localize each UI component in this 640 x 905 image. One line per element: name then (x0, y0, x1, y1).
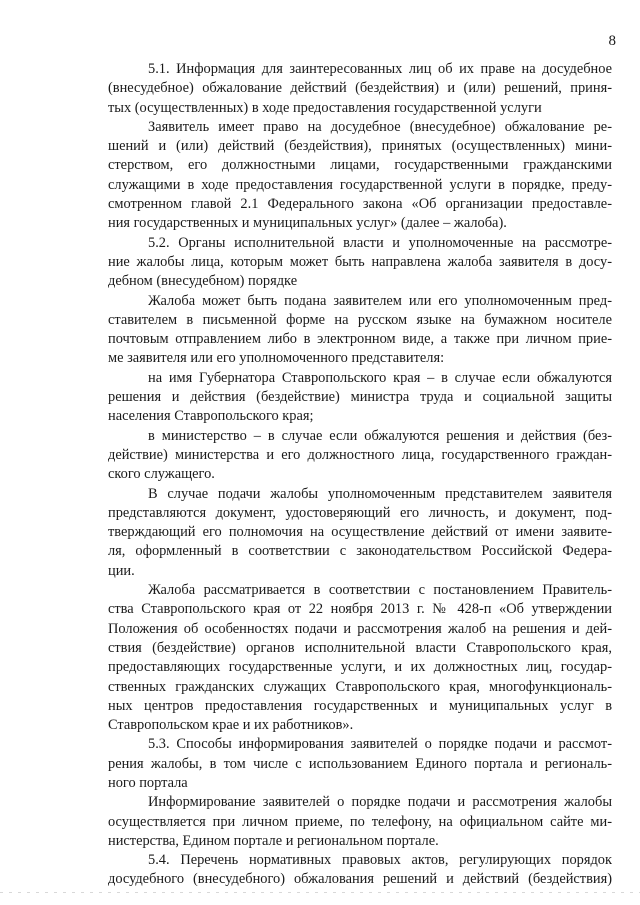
text-line: ского служащего. (108, 466, 215, 483)
text-line: шений и (или) действий (бездействия), принятых (осуществленных) мини- (108, 138, 612, 155)
text-line: в министерство – в случае если обжалуются решения и действия (без- (148, 427, 612, 444)
text-line: ствия (бездействие) органов исполнительной власти Ставропольского края, (108, 639, 612, 656)
document-body (108, 60, 612, 890)
text-line: почтовым отправлением либо в электронном виде, а также при личном прие- (108, 331, 612, 348)
text-line: Жалоба может быть подана заявителем или его уполномоченным пред- (148, 292, 612, 309)
text-line: (внесудебное) обжалование действий (бездействия) и (или) решений, приня- (108, 80, 612, 97)
text-line: ственных гражданских служащих Ставропольского края, многофункциональ- (108, 678, 612, 695)
text-line: досудебного (внесудебного) обжалования решений и действий (бездействия) (108, 871, 612, 888)
text-line: смотренном главой 2.1 Федерального закона «Об организации предоставле- (108, 196, 612, 213)
text-line: осуществляется при личном приеме, по телефону, на официальном сайте ми- (108, 813, 612, 830)
text-line: Заявитель имеет право на досудебное (внесудебное) обжалование ре- (148, 118, 612, 135)
text-line: на имя Губернатора Ставропольского края – в случае если обжалуются (148, 369, 612, 386)
text-line: тых (осуществленных) в ходе предоставления государственной услуги (108, 99, 542, 116)
text-line: 5.1. Информация для заинтересованных лиц об их праве на досудебное (148, 61, 612, 77)
text-line: дебном (внесудебном) порядке (108, 273, 298, 290)
text-line: ставителем в письменной форме на русском языке на бумажном носителе (108, 311, 612, 328)
text-line: ного портала (108, 774, 188, 791)
text-line: служащими в ходе предоставления государственной услуги в порядке, преду- (108, 176, 612, 193)
text-line: тверждающий его полномочия на осуществление действий от имени заявите- (108, 524, 612, 541)
text-line: решения и действия (бездействие) министра труда и социальной защиты (108, 389, 612, 406)
text-line: действие) министерства и его должностного лица, государственного граждан- (108, 446, 612, 463)
text-line: 5.4. Перечень нормативных правовых актов, регулирующих порядок (148, 852, 612, 869)
scan-artifact-line (0, 892, 640, 893)
text-line: предоставляющих государственные услуги, и их должностных лиц, государ- (108, 659, 612, 676)
text-line: рения жалобы, в том числе с использованием Единого портала и региональ- (108, 755, 612, 772)
text-line: ства Ставропольского края от 22 ноября 2013 г. № 428-п «Об утверждении (108, 601, 612, 618)
text-line: Ставропольском крае и их работников». (108, 717, 354, 734)
page-number: 8 (608, 33, 616, 49)
text-line: ме заявителя или его уполномоченного представителя: (108, 350, 445, 367)
text-line: населения Ставропольского края; (108, 408, 314, 425)
text-line: ции. (108, 562, 135, 579)
text-line: Положения об особенностях подачи и рассмотрения жалоб на решения и дей- (108, 620, 612, 637)
text-line: нистерства, Едином портале и региональном портале. (108, 832, 439, 849)
text-line: Информирование заявителей о порядке подачи и рассмотрения жалобы (148, 794, 612, 811)
text-line: представляются документ, удостоверяющий его личность, и документ, под- (108, 504, 612, 521)
text-line: В случае подачи жалобы уполномоченным представителем заявителя (148, 485, 612, 502)
text-line: ния государственных и муниципальных услуг» (далее – жалоба). (108, 215, 507, 232)
text-line: 5.2. Органы исполнительной власти и уполномоченные на рассмотре- (148, 234, 612, 251)
text-line: стерством, его должностными лицами, государственными гражданскими (108, 157, 612, 174)
text-line: ние жалобы лица, которым может быть направлена жалоба заявителя в досу- (108, 253, 612, 270)
text-line: 5.3. Способы информирования заявителей о порядке подачи и рассмот- (148, 736, 612, 753)
text-line: ных центров предоставления государственных и муниципальных услуг в (108, 697, 612, 714)
text-line: Жалоба рассматривается в соответствии с постановлением Правитель- (148, 582, 612, 599)
text-line: ля, оформленный в соответствии с законодательством Российской Федера- (108, 543, 612, 560)
